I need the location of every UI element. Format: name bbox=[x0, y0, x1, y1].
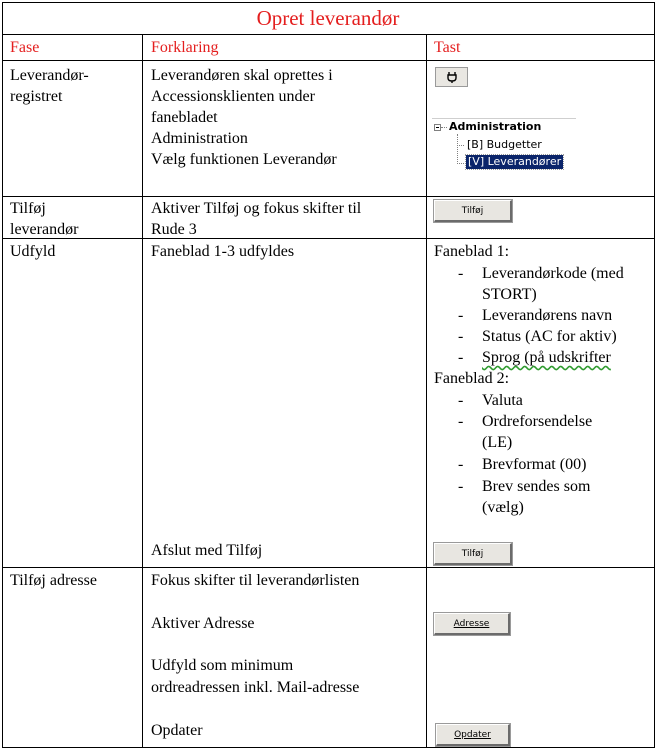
r4-line3a: Udfyld som minimum bbox=[151, 657, 294, 674]
tab2-item-1: Valuta bbox=[482, 392, 523, 409]
tilfoej-button[interactable]: Tilføj bbox=[434, 200, 512, 222]
opdater-button-label: Opdater bbox=[454, 729, 491, 740]
r4-line2: Aktiver Adresse bbox=[151, 615, 255, 632]
r1-forklaring-line1: Leverandøren skal oprettes i bbox=[151, 67, 333, 84]
tab2-item-2-line2: (LE) bbox=[482, 434, 513, 451]
tree-connector-b bbox=[457, 145, 464, 146]
header-row-divider bbox=[2, 60, 655, 61]
tree-connector-v bbox=[457, 134, 458, 164]
list-dash: - bbox=[458, 328, 464, 345]
tree-root-administration[interactable]: Administration bbox=[449, 120, 542, 133]
tab2-item-2-line1: Ordreforsendelse bbox=[482, 413, 593, 430]
header-fase: Fase bbox=[10, 39, 40, 56]
administration-tab-button[interactable] bbox=[435, 67, 468, 87]
r1-forklaring-line5: Vælg funktionen Leverandør bbox=[151, 151, 337, 168]
row2-divider bbox=[2, 238, 655, 239]
r3-afslut: Afslut med Tilføj bbox=[151, 542, 263, 559]
tree-collapse-icon[interactable] bbox=[434, 124, 441, 131]
r1-forklaring-line3: fanebladet bbox=[151, 109, 218, 126]
r3-fase: Udfyld bbox=[10, 243, 56, 260]
list-dash: - bbox=[458, 349, 464, 366]
column-divider-2 bbox=[426, 34, 427, 748]
r1-fase-line1: Leverandør- bbox=[10, 67, 89, 84]
header-tast: Tast bbox=[434, 39, 461, 56]
list-dash: - bbox=[458, 413, 464, 430]
tab1-item-3: Status (AC for aktiv) bbox=[482, 328, 617, 345]
r2-fase-line2: leverandør bbox=[10, 221, 79, 238]
row3-divider bbox=[2, 567, 655, 568]
page-title: Opret leverandør bbox=[256, 6, 400, 30]
r3-forklaring: Faneblad 1-3 udfyldes bbox=[151, 243, 295, 260]
table-border-bottom bbox=[2, 747, 655, 748]
r4-line4: Opdater bbox=[151, 722, 203, 739]
r1-forklaring-line2: Accessionsklienten under bbox=[151, 88, 315, 105]
tab2-item-4-line1: Brev sendes som bbox=[482, 478, 591, 495]
adresse-button-label: Adresse bbox=[453, 618, 490, 629]
column-divider-1 bbox=[142, 34, 143, 748]
r2-fase-line1: Tilføj bbox=[10, 200, 46, 217]
tilfoej-button-2[interactable]: Tilføj bbox=[434, 543, 512, 565]
list-dash: - bbox=[458, 265, 464, 282]
r2-forklaring-line2: Rude 3 bbox=[151, 221, 197, 238]
tree-connector-h bbox=[441, 127, 447, 128]
opdater-button[interactable] bbox=[436, 724, 510, 746]
table-border-left bbox=[2, 2, 3, 748]
tree-item-leverandoerer[interactable]: [V] Leverandører bbox=[468, 155, 562, 168]
r2-forklaring-line1: Aktiver Tilføj og fokus skifter til bbox=[151, 200, 362, 217]
list-dash: - bbox=[458, 307, 464, 324]
title-row-divider bbox=[2, 34, 655, 35]
tree-item-budgetter[interactable]: [B] Budgetter bbox=[467, 138, 542, 151]
plug-icon bbox=[445, 70, 459, 84]
adresse-button[interactable] bbox=[434, 613, 510, 635]
tab1-item-2: Leverandørens navn bbox=[482, 307, 613, 324]
r1-fase-line2: registret bbox=[10, 88, 63, 105]
list-dash: - bbox=[458, 456, 464, 473]
header-forklaring: Forklaring bbox=[151, 39, 219, 56]
tab2-item-3: Brevformat (00) bbox=[482, 456, 587, 473]
tree-connector-v2 bbox=[457, 163, 464, 164]
r4-fase: Tilføj adresse bbox=[10, 572, 97, 589]
table-border-right bbox=[654, 2, 655, 748]
r4-line3b: ordreadressen inkl. Mail-adresse bbox=[151, 679, 360, 696]
faneblad-2-heading: Faneblad 2: bbox=[434, 370, 510, 387]
row1-divider bbox=[2, 196, 655, 197]
tab2-item-4-line2: (vælg) bbox=[482, 499, 524, 516]
r4-line1: Fokus skifter til leverandørlisten bbox=[151, 572, 360, 589]
list-dash: - bbox=[458, 478, 464, 495]
r1-forklaring-line4: Administration bbox=[151, 130, 248, 147]
tree-top-line bbox=[432, 118, 576, 119]
tab1-item-1-line2: STORT) bbox=[482, 286, 537, 303]
tab1-item-1-line1: Leverandørkode (med bbox=[482, 265, 624, 282]
list-dash: - bbox=[458, 392, 464, 409]
tab1-item-4: Sprog (på udskrifter bbox=[482, 349, 611, 366]
faneblad-1-heading: Faneblad 1: bbox=[434, 243, 510, 260]
